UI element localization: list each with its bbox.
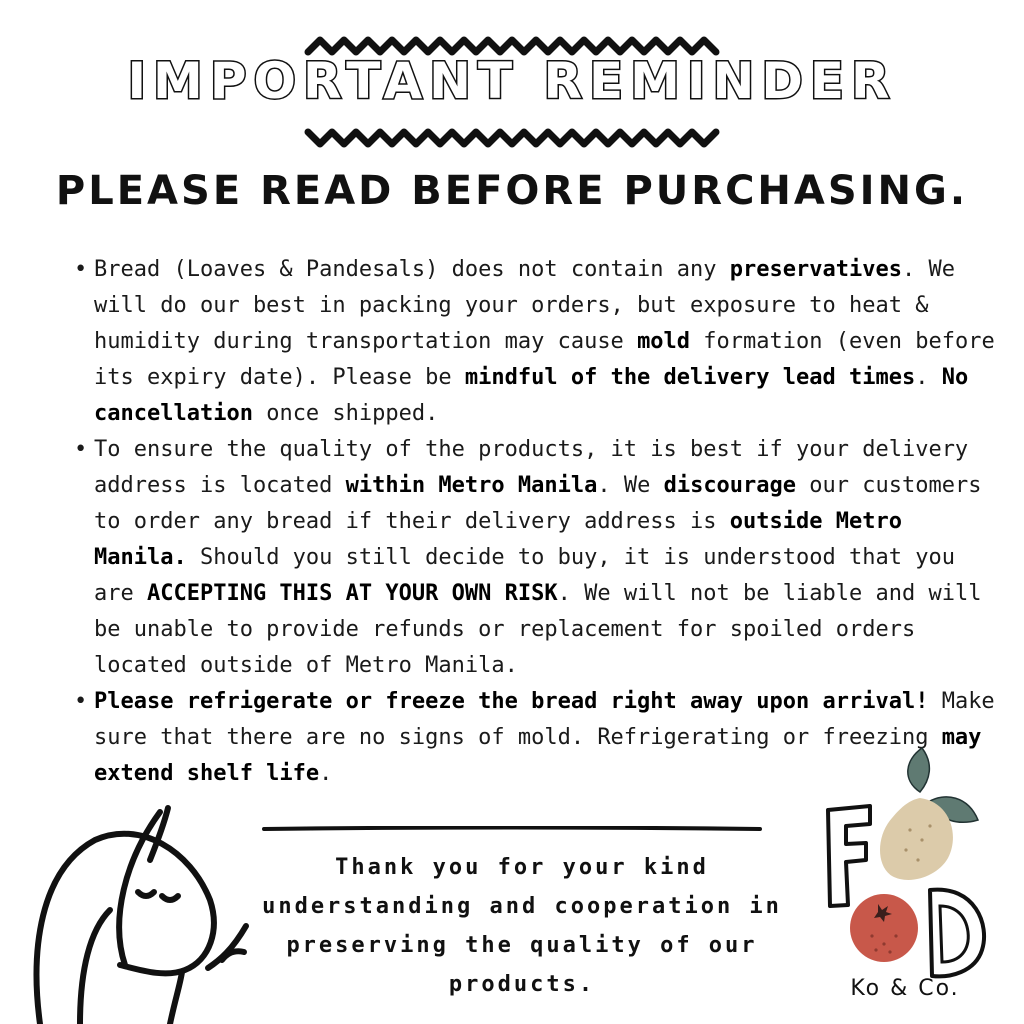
list-item: • Please refrigerate or freeze the bread right away upon arrival! Make sure that there are no signs of mold. Refrigerating or freezing may extend shelf life. [74, 684, 1004, 792]
logo-letter-d-icon [930, 890, 984, 977]
thanks-divider [262, 826, 762, 832]
thank-you-message: Thank you for your kind understanding and cooperation in preserving the quality of our products. [262, 855, 782, 997]
brand-name: Ko & Co. [850, 976, 960, 1001]
zigzag-bottom-divider [0, 118, 1024, 158]
list-item: • To ensure the quality of the products, it is best if your delivery address is located within Metro Manila. We discourage our customers to order any bread if their delivery address is outside Metro Manila. Should you still decide to buy, it is understood that you are ACCEPTING THIS AT YOUR OWN RISK. We will not be liable and will be unable to provide refunds or replacement for spoiled orders located outside of Metro Manila. [74, 432, 1004, 684]
orange-icon [850, 894, 918, 962]
pointing-character-illustration [0, 800, 260, 1024]
page-subtitle: PLEASE READ BEFORE PURCHASING. [55, 168, 969, 214]
food-logo [810, 740, 1010, 1000]
lemon-icon [880, 798, 953, 880]
logo-letter-f-icon [828, 806, 870, 906]
reminder-list [74, 252, 1004, 792]
list-item: • Bread (Loaves & Pandesals) does not contain any preservatives. We will do our best in packing your orders, but exposure to heat & humidity during transportation may cause mold formation (even before its expiry date). Please be mindful of the delivery lead times. No cancellation once shipped. [74, 252, 1004, 432]
leaf-icon [908, 748, 930, 792]
page-title: IMPORTANT REMINDER [127, 52, 897, 110]
